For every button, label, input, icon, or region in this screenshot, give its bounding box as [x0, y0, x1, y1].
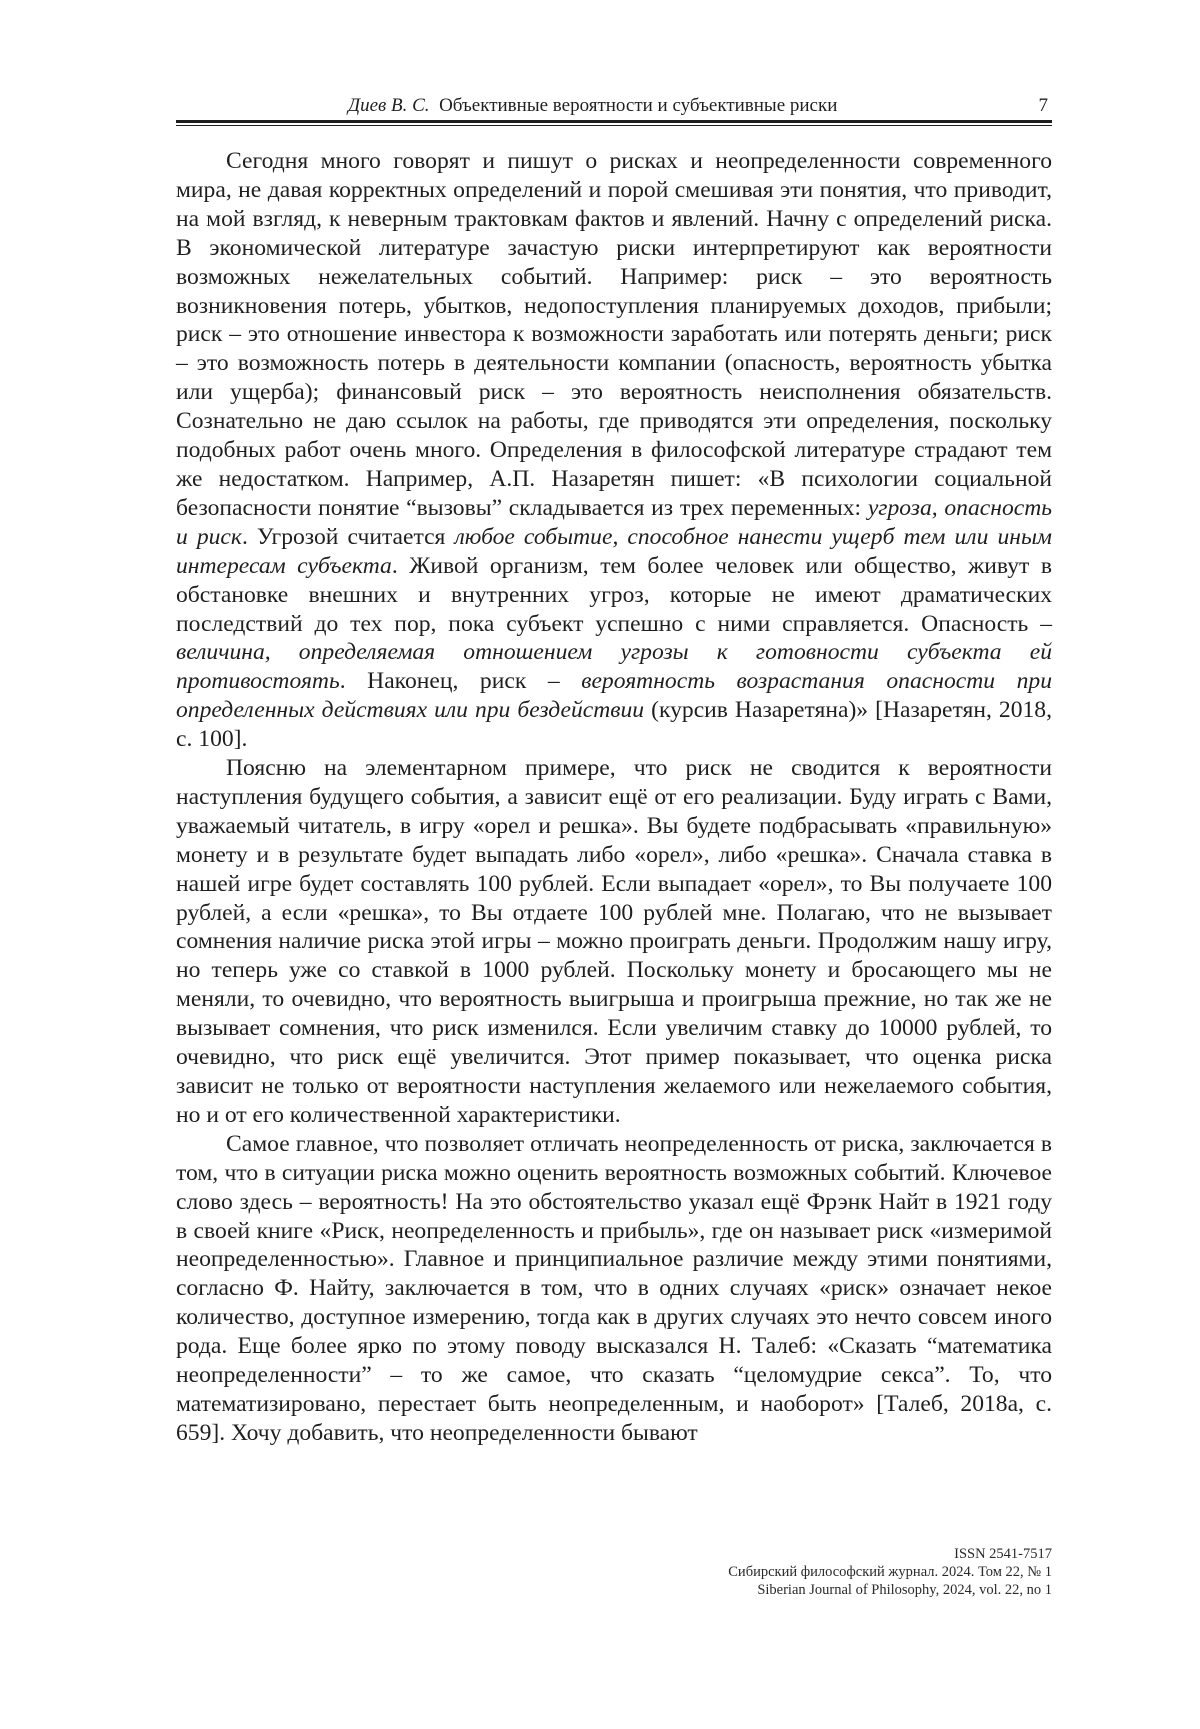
- paragraph-3: [176, 1130, 1052, 1448]
- italic-text-segment: величина, определяемая отношением угрозы к готовности субъекта ей противостоять: [176, 639, 1052, 694]
- running-head: [176, 94, 1052, 126]
- text-segment: Самое главное, что позволяет отличать неопределенность от риска, заключается в том, что в ситуации риска можно оценить вероятность возможных событий. Ключевое слово здесь – вероятность! На это обстоятельство указал ещё Фрэнк Найт в 1921 году в своей книге «Риск, неопределенность и прибыль», где он называет риск «измеримой неопределенностью». Главное и принципиальное различие между этими понятиями, согласно Ф. Найту, заключается в том, что в одних случаях «риск» означает некое количество, доступное измерению, тогда как в других случаях это нечто совсем иного рода. Еще более ярко по этому поводу высказался Н. Талеб: «Сказать “математика неопределенности” – то же самое, что сказать “целомудрие секса”. То, что математизировано, перестает быть неопределенным, и наоборот» [Талеб, 2018a, с. 659]. Хочу добавить, что неопределенности бывают: [176, 1131, 1052, 1446]
- text-segment: Сегодня много говорят и пишут о рисках и неопределенности современного мира, не давая корректных определений и порой смешивая эти понятия, что приводит, на мой взгляд, к неверным трактовкам фактов и явлений. Начну с определений риска. В экономической литературе зачастую риски интерпретируют как вероятности возможных нежелательных событий. Например: риск – это вероятность возникновения потерь, убытков, недопоступления планируемых доходов, прибыли; риск – это отношение инвестора к возможности заработать или потерять деньги; риск – это возможность потерь в деятельности компании (опасность, вероятность убытка или ущерба); финансовый риск – это вероятность неисполнения обязательств. Сознательно не даю ссылок на работы, где приводятся эти определения, поскольку подобных работ очень много. Определения в философской литературе страдают тем же недостатком. Например, А.П. Назаретян пишет: «В психологии социальной безопасности понятие “вызовы” складывается из трех переменных:: [176, 148, 1052, 521]
- text-segment: . Живой организм, тем более человек или общество, живут в обстановке внешних и внутренних угроз, которые не имеют драматических последствий до тех пор, пока субъект успешно с ними справляется. Опасность –: [176, 553, 1052, 637]
- italic-text-segment: угроза, опасность и риск: [176, 495, 1052, 550]
- text-segment: . Угрозой считается: [242, 524, 455, 550]
- article-body: [176, 147, 1052, 1448]
- running-head-title: Объективные вероятности и субъективные риски: [439, 95, 837, 116]
- footer-journal-ru: Сибирский философский журнал. 2024. Том 22, № 1: [728, 1563, 1052, 1581]
- journal-footer: [728, 1545, 1052, 1599]
- footer-issn: ISSN 2541-7517: [728, 1545, 1052, 1563]
- header-rule-thick: [176, 120, 1052, 123]
- running-title: [348, 94, 837, 118]
- running-head-author: Диев В. С.: [348, 95, 430, 116]
- paragraph-2: [176, 754, 1052, 1130]
- italic-text-segment: любое событие, способное нанести ущерб тем или иным интересам субъекта: [176, 524, 1052, 579]
- text-segment: . Наконец, риск –: [340, 668, 582, 694]
- page-number: 7: [1039, 94, 1049, 118]
- paragraph-1: [176, 147, 1052, 754]
- text-segment: Поясню на элементарном примере, что риск не сводится к вероятности наступления будущего события, а зависит ещё от его реализации. Буду играть с Вами, уважаемый читатель, в игру «орел и решка». Вы будете подбрасывать «правильную» монету и в результате будет выпадать либо «орел», либо «решка». Сначала ставка в нашей игре будет составлять 100 рублей. Если выпадает «орел», то Вы получаете 100 рублей, а если «решка», то Вы отдаете 100 рублей мне. Полагаю, что не вызывает сомнения наличие риска этой игры – можно проиграть деньги. Продолжим нашу игру, но теперь уже со ставкой в 1000 рублей. Поскольку монету и бросающего мы не меняли, то очевидно, что вероятность выигрыша и проигрыша прежние, но так же не вызывает сомнения, что риск изменился. Если увеличим ставку до 10000 рублей, то очевидно, что риск ещё увеличится. Этот пример показывает, что оценка риска зависит не только от вероятности наступления желаемого или нежелаемого события, но и от его количественной характеристики.: [176, 755, 1052, 1128]
- footer-journal-en: Siberian Journal of Philosophy, 2024, vol. 22, no 1: [728, 1581, 1052, 1599]
- text-segment: (курсив Назаретяна)» [Назаретян, 2018, с. 100].: [176, 697, 1052, 752]
- page: [0, 0, 1200, 1729]
- header-rule-thin: [176, 125, 1052, 126]
- italic-text-segment: вероятность возрастания опасности при определенных действиях или при бездействии: [176, 668, 1052, 723]
